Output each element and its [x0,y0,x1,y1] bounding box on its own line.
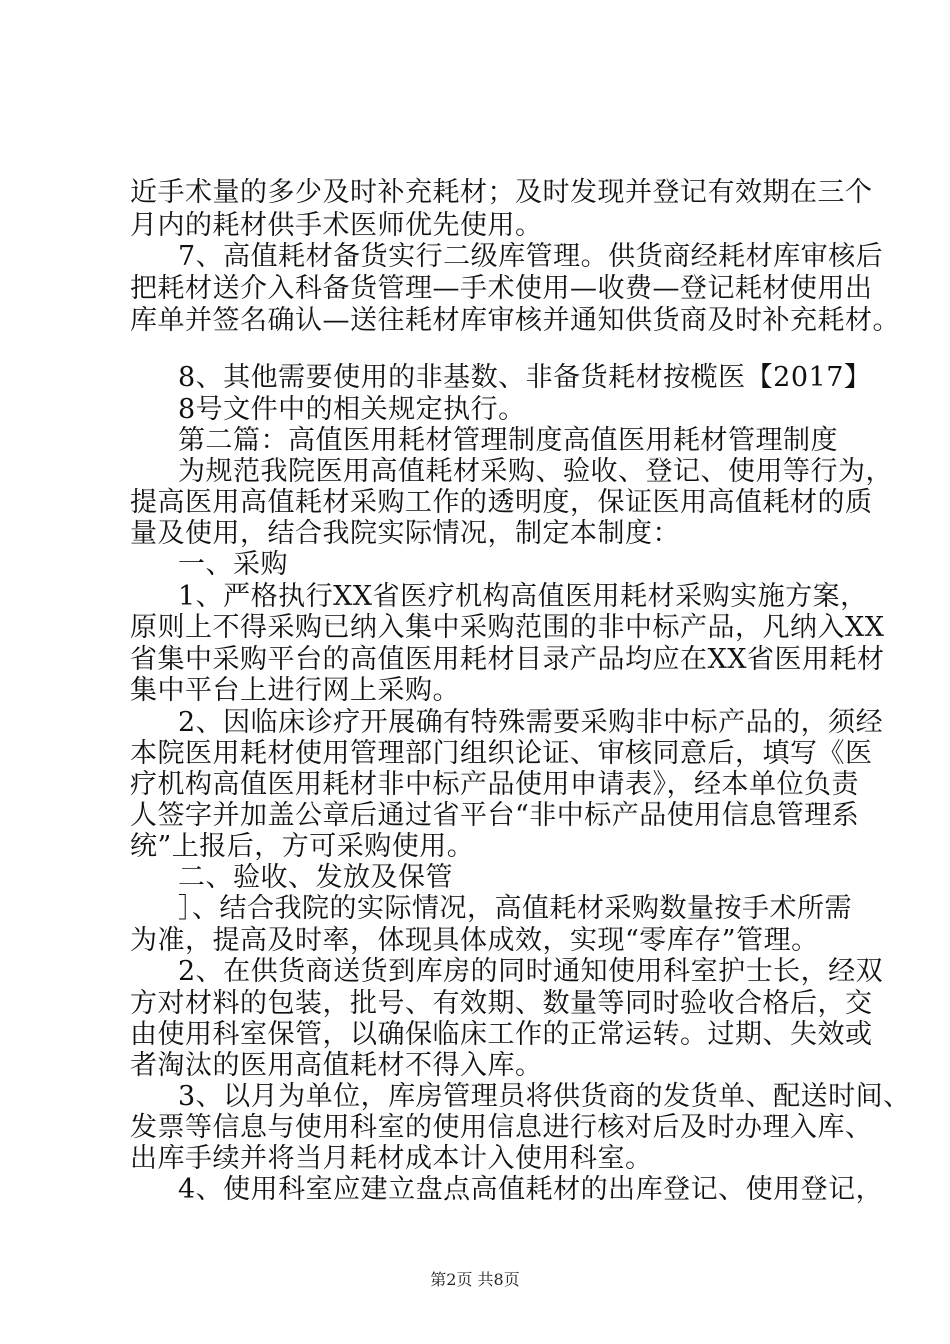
text-line: 8号文件中的相关规定执行。 [178,394,526,425]
text-line: 7、高值耗材备货实行二级库管理。供货商经耗材库审核后 [178,241,884,272]
text-line: 量及使用，结合我院实际情况，制定本制度： [130,518,680,549]
text-line: 为准，提高及时率，体现具体成效，实现“零库存”管理。 [130,925,819,956]
page-number-footer: 第2页 共8页 [430,1270,520,1289]
text-line: 为规范我院医用高值耗材采购、验收、登记、使用等行为， [178,456,893,487]
text-line: 3、以月为单位，库房管理员将供货商的发货单、配送时间、 [178,1081,911,1112]
text-line: 2、因临床诊疗开展确有特殊需要采购非中标产品的，须经 [178,707,884,738]
text-line: 方对材料的包装，批号、有效期、数量等同时验收合格后，交 [130,988,873,1019]
text-line: 发票等信息与使用科室的使用信息进行核对后及时办理入库、 [130,1112,873,1143]
text-line: 1、严格执行XX省医疗机构高值医用耗材采购实施方案， [178,581,868,612]
text-line: 出库手续并将当月耗材成本计入使用科室。 [130,1143,653,1174]
subsection-heading: 一、采购 [178,549,288,580]
text-line: ］、结合我院的实际情况，高值耗材采购数量按手术所需 [178,893,852,924]
text-line: 统”上报后，方可采购使用。 [130,831,475,862]
text-line: 原则上不得采购已纳入集中采购范围的非中标产品，凡纳入XX [130,612,885,643]
text-line: 2、在供货商送货到库房的同时通知使用科室护士长，经双 [178,956,884,987]
text-line: 把耗材送介入科备货管理—手术使用—收费—登记耗材使用出 [130,273,873,304]
text-line: 疗机构高值医用耗材非中标产品使用申请表》，经本单位负责 [130,769,859,800]
text-line: 由使用科室保管，以确保临床工作的正常运转。过期、失效或 [130,1019,873,1050]
text-line: 者淘汰的医用高值耗材不得入库。 [130,1050,543,1081]
text-line: 省集中采购平台的高值医用耗材目录产品均应在XX省医用耗材 [130,644,885,675]
text-line: 集中平台上进行网上采购。 [130,675,460,706]
text-line: 本院医用耗材使用管理部门组织论证、审核同意后，填写《医 [130,738,873,769]
text-line: 提高医用高值耗材采购工作的透明度，保证医用高值耗材的质 [130,487,873,518]
text-line: 月内的耗材供手术医师优先使用。 [130,210,543,241]
text-line: 4、使用科室应建立盘点高值耗材的出库登记、使用登记， [178,1174,884,1205]
text-line: 8、其他需要使用的非基数、非备货耗材按榄医【2017】 [178,362,872,393]
section-heading: 第二篇：高值医用耗材管理制度高值医用耗材管理制度 [178,425,838,456]
text-line: 人签字并加盖公章后通过省平台“非中标产品使用信息管理系 [130,800,860,831]
subsection-heading: 二、验收、发放及保管 [178,862,453,893]
text-line: 近手术量的多少及时补充耗材；及时发现并登记有效期在三个 [130,177,873,208]
text-line: 库单并签名确认—送往耗材库审核并通知供货商及时补充耗材。 [130,305,900,336]
